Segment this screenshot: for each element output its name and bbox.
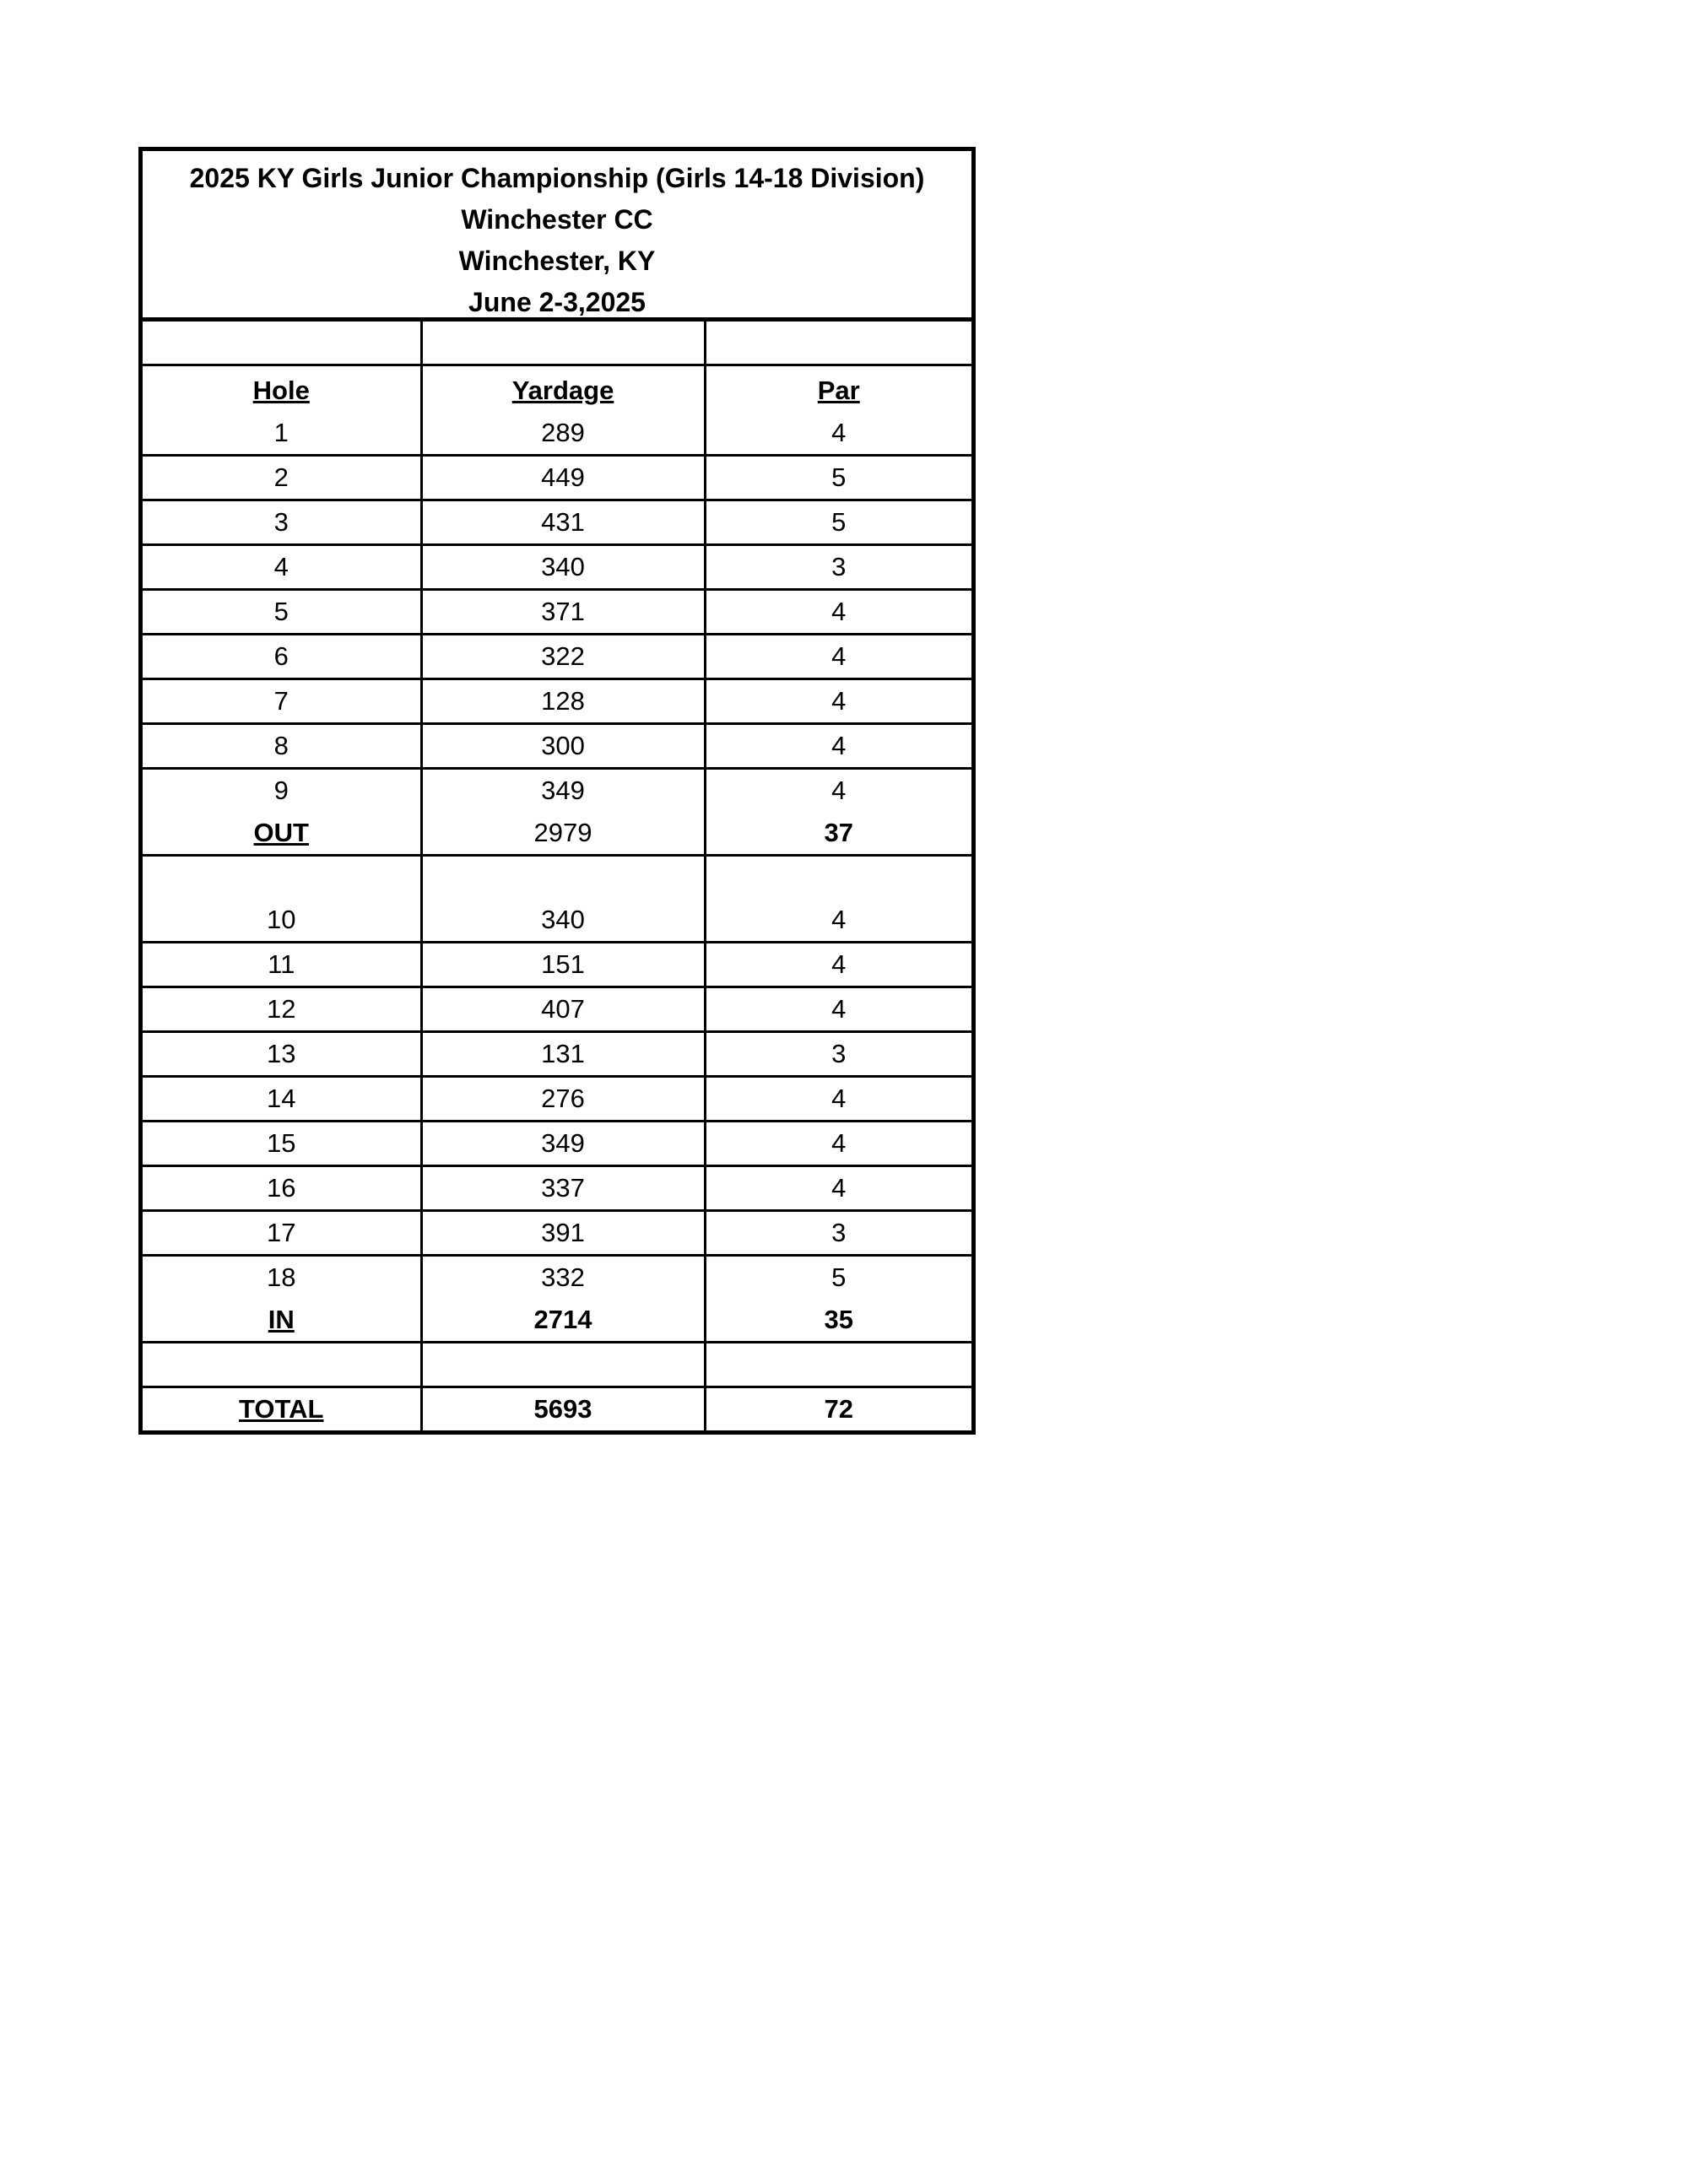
hole-par: 4 xyxy=(705,987,971,1032)
table-row xyxy=(143,679,971,724)
hole-yardage: 322 xyxy=(421,635,705,679)
hole-number: 8 xyxy=(143,724,421,769)
table-row xyxy=(143,635,971,679)
table-row xyxy=(143,724,971,769)
hole-yardage: 337 xyxy=(421,1166,705,1211)
hole-par: 4 xyxy=(705,1077,971,1122)
hole-yardage: 332 xyxy=(421,1256,705,1300)
scorecard-header xyxy=(143,151,971,322)
hole-number: 16 xyxy=(143,1166,421,1211)
hole-yardage: 276 xyxy=(421,1077,705,1122)
out-par: 37 xyxy=(705,812,971,856)
column-header-par: Par xyxy=(705,365,971,413)
hole-par: 4 xyxy=(705,769,971,813)
table-row xyxy=(143,590,971,635)
hole-par: 4 xyxy=(705,1122,971,1166)
hole-par: 3 xyxy=(705,1211,971,1256)
hole-par: 5 xyxy=(705,456,971,500)
hole-par: 4 xyxy=(705,635,971,679)
hole-yardage: 431 xyxy=(421,500,705,545)
table-row xyxy=(143,899,971,943)
hole-par: 4 xyxy=(705,590,971,635)
hole-number: 11 xyxy=(143,943,421,987)
hole-number: 12 xyxy=(143,987,421,1032)
total-row xyxy=(143,1387,971,1431)
hole-par: 4 xyxy=(705,679,971,724)
hole-yardage: 407 xyxy=(421,987,705,1032)
table-row xyxy=(143,1122,971,1166)
total-yardage: 5693 xyxy=(421,1387,705,1431)
hole-yardage: 131 xyxy=(421,1032,705,1077)
blank-row xyxy=(143,322,971,365)
hole-number: 5 xyxy=(143,590,421,635)
out-label: OUT xyxy=(253,818,309,847)
total-label: TOTAL xyxy=(143,1387,421,1431)
hole-par: 4 xyxy=(705,899,971,943)
event-title: 2025 KY Girls Junior Championship (Girls 14-18 Division) xyxy=(189,163,925,193)
total-par: 72 xyxy=(705,1387,971,1431)
in-yardage: 2714 xyxy=(421,1299,705,1343)
hole-number: 9 xyxy=(143,769,421,813)
table-row xyxy=(143,545,971,590)
hole-number: 3 xyxy=(143,500,421,545)
table-row xyxy=(143,769,971,813)
out-row xyxy=(143,812,971,856)
back-nine xyxy=(143,899,971,1299)
table-row xyxy=(143,1077,971,1122)
in-label: IN xyxy=(268,1305,295,1334)
table-row xyxy=(143,987,971,1032)
hole-number: 4 xyxy=(143,545,421,590)
hole-number: 13 xyxy=(143,1032,421,1077)
hole-yardage: 289 xyxy=(421,412,705,456)
hole-number: 15 xyxy=(143,1122,421,1166)
hole-yardage: 449 xyxy=(421,456,705,500)
column-header-hole: Hole xyxy=(143,365,421,413)
hole-yardage: 340 xyxy=(421,899,705,943)
hole-par: 4 xyxy=(705,724,971,769)
in-row xyxy=(143,1299,971,1343)
table-row xyxy=(143,412,971,456)
hole-number: 6 xyxy=(143,635,421,679)
course-location: Winchester, KY xyxy=(458,246,656,276)
yardage-table xyxy=(143,322,971,1430)
hole-par: 5 xyxy=(705,500,971,545)
hole-number: 14 xyxy=(143,1077,421,1122)
in-par: 35 xyxy=(705,1299,971,1343)
hole-par: 4 xyxy=(705,943,971,987)
blank-row xyxy=(143,856,971,900)
table-row xyxy=(143,456,971,500)
course-name: Winchester CC xyxy=(461,204,653,235)
table-row xyxy=(143,1211,971,1256)
scorecard xyxy=(138,147,976,1435)
hole-number: 17 xyxy=(143,1211,421,1256)
table-row xyxy=(143,1166,971,1211)
column-header-yardage: Yardage xyxy=(421,365,705,413)
event-dates: June 2-3,2025 xyxy=(468,287,646,317)
front-nine xyxy=(143,412,971,812)
hole-number: 10 xyxy=(267,905,296,934)
hole-number: 7 xyxy=(143,679,421,724)
hole-yardage: 300 xyxy=(421,724,705,769)
column-header-row xyxy=(143,365,971,413)
hole-yardage: 151 xyxy=(421,943,705,987)
hole-number: 2 xyxy=(143,456,421,500)
hole-par: 3 xyxy=(705,545,971,590)
hole-yardage: 340 xyxy=(421,545,705,590)
table-row xyxy=(143,943,971,987)
blank-row xyxy=(143,1343,971,1387)
hole-yardage: 128 xyxy=(421,679,705,724)
table-row xyxy=(143,500,971,545)
table-row xyxy=(143,1032,971,1077)
hole-yardage: 349 xyxy=(421,769,705,813)
hole-yardage: 371 xyxy=(421,590,705,635)
hole-number: 1 xyxy=(273,418,289,447)
out-yardage: 2979 xyxy=(421,812,705,856)
table-row xyxy=(143,1256,971,1300)
hole-yardage: 349 xyxy=(421,1122,705,1166)
hole-par: 4 xyxy=(705,1166,971,1211)
hole-number: 18 xyxy=(143,1256,421,1300)
hole-par: 3 xyxy=(705,1032,971,1077)
hole-yardage: 391 xyxy=(421,1211,705,1256)
hole-par: 4 xyxy=(705,412,971,456)
hole-par: 5 xyxy=(705,1256,971,1300)
